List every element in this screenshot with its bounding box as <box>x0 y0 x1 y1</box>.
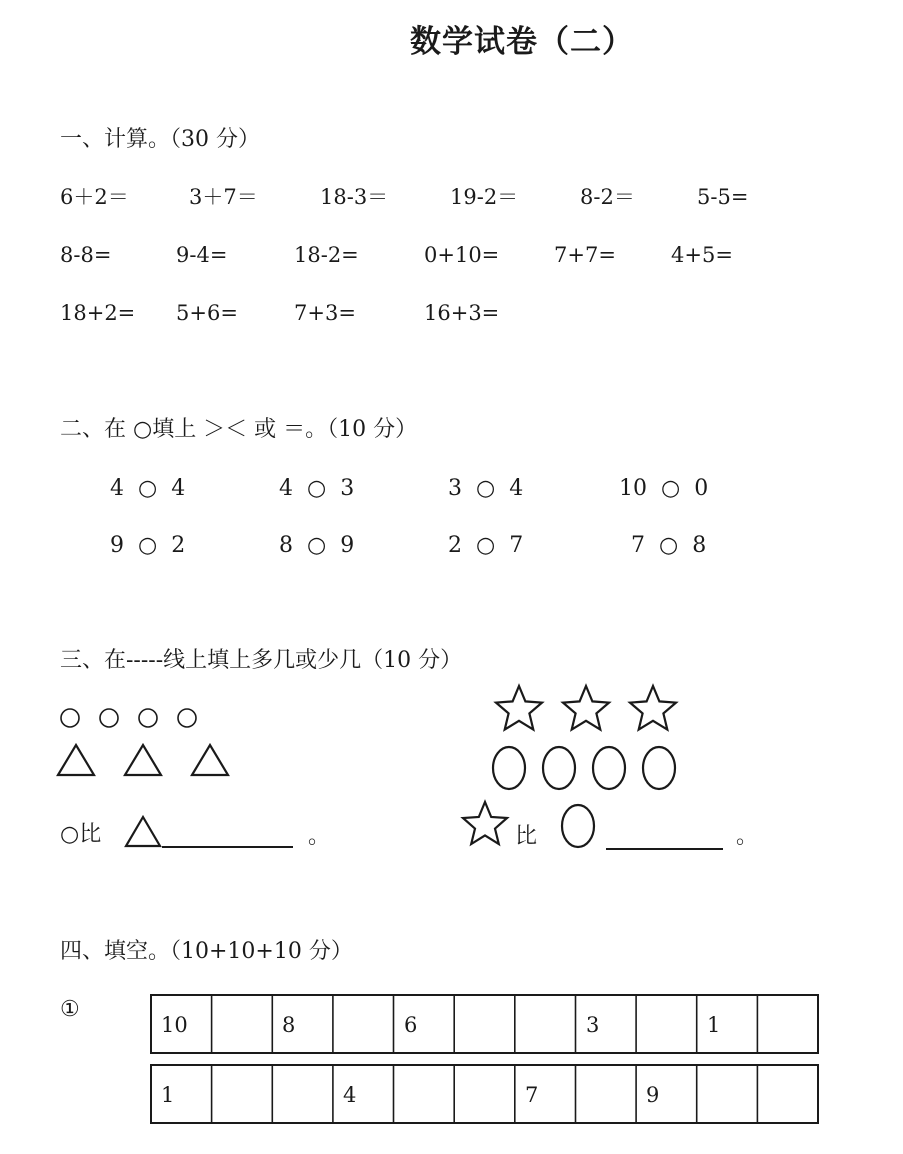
answer-blank-right[interactable] <box>606 848 723 850</box>
answer-circle[interactable]: ○ <box>131 476 165 501</box>
triangle-icon <box>192 745 228 775</box>
calc-problem: 16+3= <box>424 301 500 325</box>
calc-problem: 18+2= <box>60 301 136 325</box>
calc-problem: 5-5= <box>697 185 749 209</box>
answer-circle[interactable]: ○ <box>654 476 688 501</box>
answer-circle[interactable]: ○ <box>652 533 686 558</box>
grid-cell: 4 <box>343 1083 357 1107</box>
comparison-right: 2 <box>171 533 186 558</box>
grid-cell: 1 <box>707 1013 721 1037</box>
calc-problem: 4+5= <box>671 243 733 267</box>
section-4-heading: 四、填空。（10+10+10 分） <box>60 939 353 964</box>
comparison-left: 10 <box>619 476 647 501</box>
ovals-group <box>490 744 690 794</box>
grid-cell: 7 <box>525 1083 539 1107</box>
calc-problem: 0+10= <box>424 243 500 267</box>
right-compare-label: 比 <box>515 824 538 849</box>
section-3-heading: 三、在-----线上填上多几或少几（10 分） <box>60 648 463 673</box>
oval-icon <box>543 747 575 789</box>
comparison-left: 2 <box>448 533 462 558</box>
oval-icon <box>643 747 675 789</box>
circle-icon <box>178 709 196 727</box>
grid-cell: 8 <box>282 1013 296 1037</box>
star-icon <box>458 800 514 846</box>
small-circles-group <box>58 704 218 734</box>
oval-icon <box>558 803 598 851</box>
comparison-left: 8 <box>279 533 293 558</box>
grid-cell: 6 <box>404 1013 418 1037</box>
calc-problem: 8-2＝ <box>580 185 635 209</box>
comparison-item <box>110 478 185 500</box>
circle-icon <box>61 709 79 727</box>
answer-circle[interactable]: ○ <box>131 533 165 558</box>
grid-cell: 10 <box>161 1013 188 1037</box>
comparison-item <box>279 535 354 557</box>
star-icon <box>630 686 676 730</box>
calc-problem: 7+3= <box>294 301 356 325</box>
comparison-item <box>448 478 523 500</box>
circle-icon <box>100 709 118 727</box>
comparison-right: 4 <box>171 476 186 501</box>
comparison-right: 7 <box>509 533 524 558</box>
grid-cell: 1 <box>161 1083 175 1107</box>
comparison-item <box>279 478 354 500</box>
calc-problem: 9-4= <box>176 243 228 267</box>
answer-circle[interactable]: ○ <box>300 533 334 558</box>
comparison-left: 4 <box>279 476 293 501</box>
answer-circle[interactable]: ○ <box>469 533 503 558</box>
comparison-right: 3 <box>340 476 355 501</box>
comparison-item <box>448 535 523 557</box>
page-title: 数学试卷（二） <box>410 24 634 60</box>
answer-circle[interactable]: ○ <box>469 476 503 501</box>
comparison-right: 0 <box>694 476 709 501</box>
comparison-right: 9 <box>340 533 355 558</box>
calc-problem: 18-2= <box>294 243 359 267</box>
triangle-icon <box>124 815 164 849</box>
triangles-group <box>56 742 236 782</box>
oval-icon <box>593 747 625 789</box>
section-2-heading: 二、在 ○填上 ＞＜ 或 ＝。（10 分） <box>60 417 418 442</box>
item-marker: ① <box>60 997 80 1022</box>
comparison-item <box>619 478 708 500</box>
oval-icon <box>493 747 525 789</box>
comparison-item <box>631 535 706 557</box>
triangle-icon <box>125 745 161 775</box>
calc-problem: 5+6= <box>176 301 238 325</box>
period: 。 <box>308 824 331 849</box>
triangle-icon <box>58 745 94 775</box>
star-icon <box>496 686 542 730</box>
comparison-left: 7 <box>631 533 645 558</box>
stars-group <box>490 684 690 730</box>
comparison-item <box>110 535 185 557</box>
calc-problem: 3＋7＝ <box>189 185 258 209</box>
comparison-left: 3 <box>448 476 462 501</box>
answer-blank-left[interactable] <box>162 846 293 848</box>
circle-icon <box>139 709 157 727</box>
grid-cell: 3 <box>586 1013 600 1037</box>
section-1-heading: 一、计算。（30 分） <box>60 127 260 152</box>
grid-cell: 9 <box>646 1083 660 1107</box>
calc-problem: 19-2＝ <box>450 185 519 209</box>
answer-circle[interactable]: ○ <box>300 476 334 501</box>
calc-problem: 18-3＝ <box>320 185 389 209</box>
calc-problem: 6＋2＝ <box>60 185 129 209</box>
calc-problem: 7+7= <box>554 243 616 267</box>
star-icon <box>563 686 609 730</box>
period: 。 <box>736 824 759 849</box>
calc-problem: 8-8= <box>60 243 112 267</box>
comparison-left: 4 <box>110 476 124 501</box>
comparison-right: 8 <box>692 533 707 558</box>
comparison-left: 9 <box>110 533 124 558</box>
left-compare-label: ○比 <box>60 822 102 847</box>
grid-lines <box>149 1063 821 1125</box>
comparison-right: 4 <box>509 476 524 501</box>
